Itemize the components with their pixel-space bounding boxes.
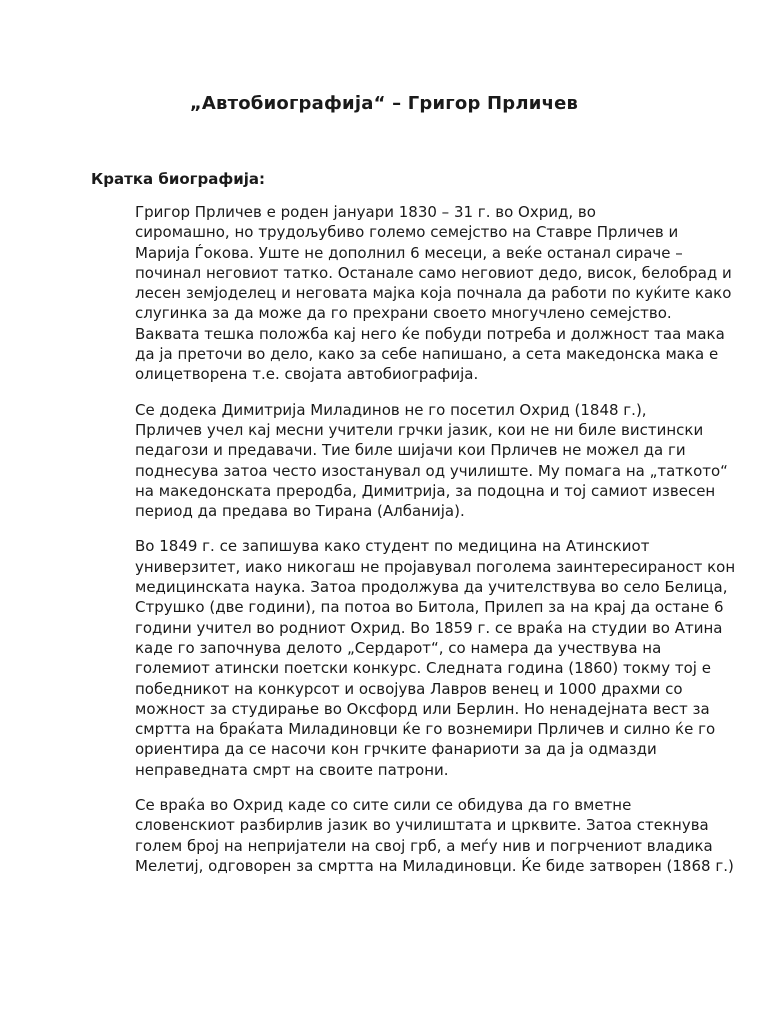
text-line: Струшко (две години), па потоа во Битола, Прилеп за на крај да остане 6 <box>135 598 724 617</box>
text-line: лесен земјоделец и неговата мајка која почнала да работи по куќите како <box>135 284 732 303</box>
text-line: големиот атински поетски конкурс. Следната година (1860) токму тој е <box>135 659 711 678</box>
text-line: сиромашно, но трудољубиво големо семејство на Ставре Прличев и <box>135 223 679 242</box>
text-line: Григор Прличев е роден јануари 1830 – 31 г. во Охрид, во <box>135 203 596 221</box>
text-line: Се додека Димитрија Миладинов не го посетил Охрид (1848 г.), <box>135 400 647 419</box>
paragraph-4 <box>91 795 734 876</box>
text-line: Прличев учел кај месни учители грчки јазик, кои не ни биле вистински <box>135 420 704 439</box>
text-line: Мелетиј, одговорен за смртта на Миладиновци. Ќе биде затворен (1868 г.) <box>135 856 734 875</box>
text-line: Се враќа во Охрид каде со сите сили се обидува да го вметне <box>135 796 632 815</box>
section-heading: Кратка биографија: <box>91 170 265 188</box>
document-body <box>91 168 736 891</box>
text-line: на македонската преродба, Димитрија, за подоцна и тој самиот извесен <box>135 481 716 500</box>
text-line: поднесува затоа често изостанувал од училиште. Му помага на „таткото“ <box>135 461 728 480</box>
text-line: медицинската наука. Затоа продолжува да учителствува во село Белица, <box>135 578 728 597</box>
text-line: каде го започнува делото „Сердарот“, со намера да учествува на <box>135 638 662 657</box>
text-line: слугинка за да може да го прехрани своето многучлено семејство. <box>135 304 672 323</box>
text-line: словенскиот разбирлив јазик во училиштата и црквите. Затоа стекнува <box>135 816 709 835</box>
paragraph-3 <box>91 536 736 780</box>
text-line: починал неговиот татко. Останале само неговиот дедо, висок, белобрад и <box>135 263 732 282</box>
text-line: ориентира да се насочи кон грчките фанариоти за да ја одмазди <box>135 740 657 759</box>
text-line: можност за студирање во Оксфорд или Берлин. Но ненадејната вест за <box>135 699 710 718</box>
text-line: смртта на браќата Миладиновци ќе го вознемири Прличев и силно ќе го <box>135 720 716 739</box>
text-line: да ја преточи во дело, како за себе напишано, а сета македонска мака е <box>135 345 719 364</box>
text-line: Ваквата тешка положба кај него ќе побуди потреба и должност таа мака <box>135 324 725 343</box>
text-line: педагози и предавачи. Тие биле шијачи кои Прличев не можел да ги <box>135 441 686 460</box>
text-line: Во 1849 г. се запишува како студент по медицина на Атинскиот <box>135 537 650 556</box>
page-title: „Автобиографија“ – Григор Прличев <box>189 93 579 114</box>
text-line: неправедната смрт на своите патрони. <box>135 760 449 779</box>
text-line: олицетворена т.е. својата автобиографија. <box>135 365 479 384</box>
text-line: голем број на непријатели на свој грб, а меѓу нив и погрчениот владика <box>135 836 713 855</box>
paragraph-1 <box>91 202 732 385</box>
paragraph-2 <box>91 400 728 522</box>
text-line: период да предава во Тирана (Албанија). <box>135 502 465 521</box>
text-line: Марија Ѓокова. Уште не дополнил 6 месеци, а веќе останал сираче – <box>135 243 683 262</box>
text-line: години учител во родниот Охрид. Во 1859 г. се враќа на студии во Атина <box>135 618 723 637</box>
text-line: универзитет, иако никогаш не пројавувал поголема заинтересираност кон <box>135 557 736 576</box>
text-line: победникот на конкурсот и освојува Лавров венец и 1000 драхми со <box>135 679 683 698</box>
